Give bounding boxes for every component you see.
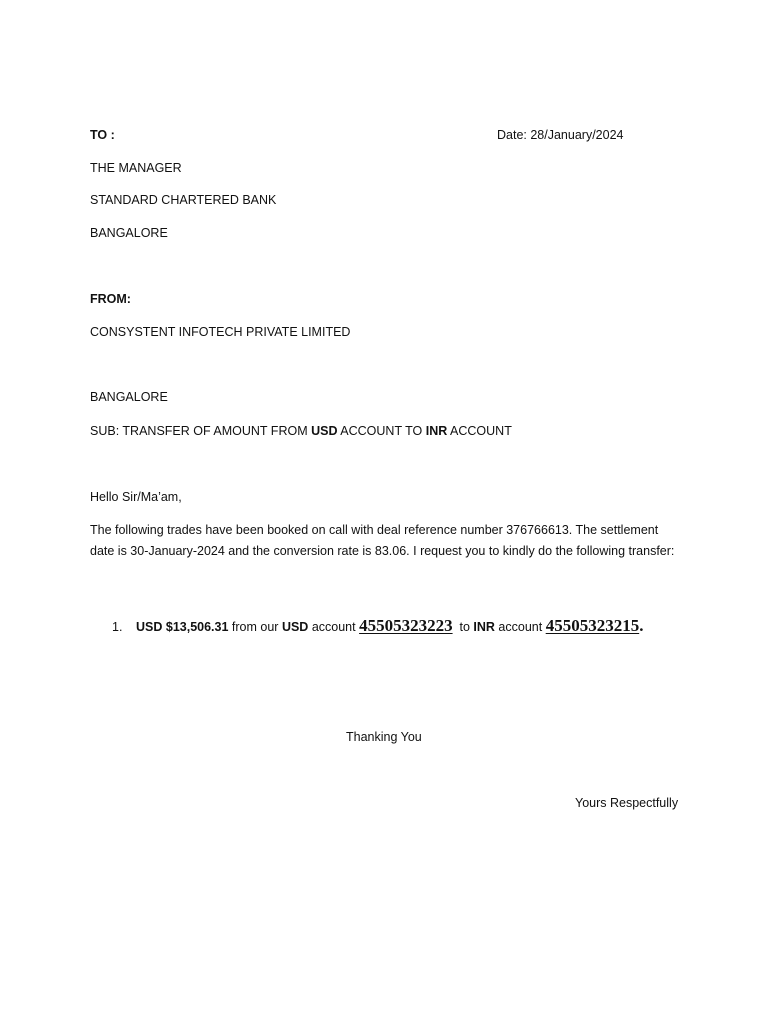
body-paragraph: The following trades have been booked on call with deal reference number 376766613. The settlement date is 30-January-2024 and the conversion rate is 83.06. I request you to kindly do the following transfer:: [90, 523, 675, 558]
transfer-amount: USD $13,506.31: [136, 620, 229, 634]
transfer-text-4: account: [494, 620, 546, 634]
recipient-city: BANGALORE: [90, 226, 168, 240]
to-label: TO :: [90, 128, 115, 142]
subject-to-currency: INR: [425, 424, 448, 438]
list-number: 1.: [112, 620, 123, 634]
transfer-end-period: .: [639, 616, 644, 635]
transfer-text-1: from our: [228, 620, 282, 634]
subject-from-currency: USD: [311, 424, 338, 438]
letter-date: Date: 28/January/2024: [497, 128, 624, 142]
recipient-title: THE MANAGER: [90, 161, 182, 175]
transfer-to-currency: INR: [473, 620, 495, 634]
from-label: FROM:: [90, 292, 131, 306]
thanking-you: Thanking You: [346, 730, 422, 744]
sender-company: CONSYSTENT INFOTECH PRIVATE LIMITED: [90, 325, 351, 339]
subject-middle: ACCOUNT TO: [337, 424, 426, 438]
greeting: Hello Sir/Ma’am,: [90, 490, 182, 504]
from-account-number: 45505323223: [359, 616, 453, 635]
transfer-text-3: to: [452, 620, 474, 634]
transfer-from-currency: USD: [281, 620, 309, 634]
recipient-bank: STANDARD CHARTERED BANK: [90, 193, 277, 207]
subject-line: [90, 423, 512, 439]
subject-suffix: ACCOUNT: [447, 424, 512, 438]
transfer-text-2: account: [308, 620, 360, 634]
sender-city: BANGALORE: [90, 390, 168, 404]
subject-prefix: SUB: TRANSFER OF AMOUNT FROM: [90, 424, 312, 438]
yours-respectfully: Yours Respectfully: [575, 796, 679, 810]
to-account-number: 45505323215: [545, 616, 640, 635]
transfer-item: [112, 614, 643, 639]
